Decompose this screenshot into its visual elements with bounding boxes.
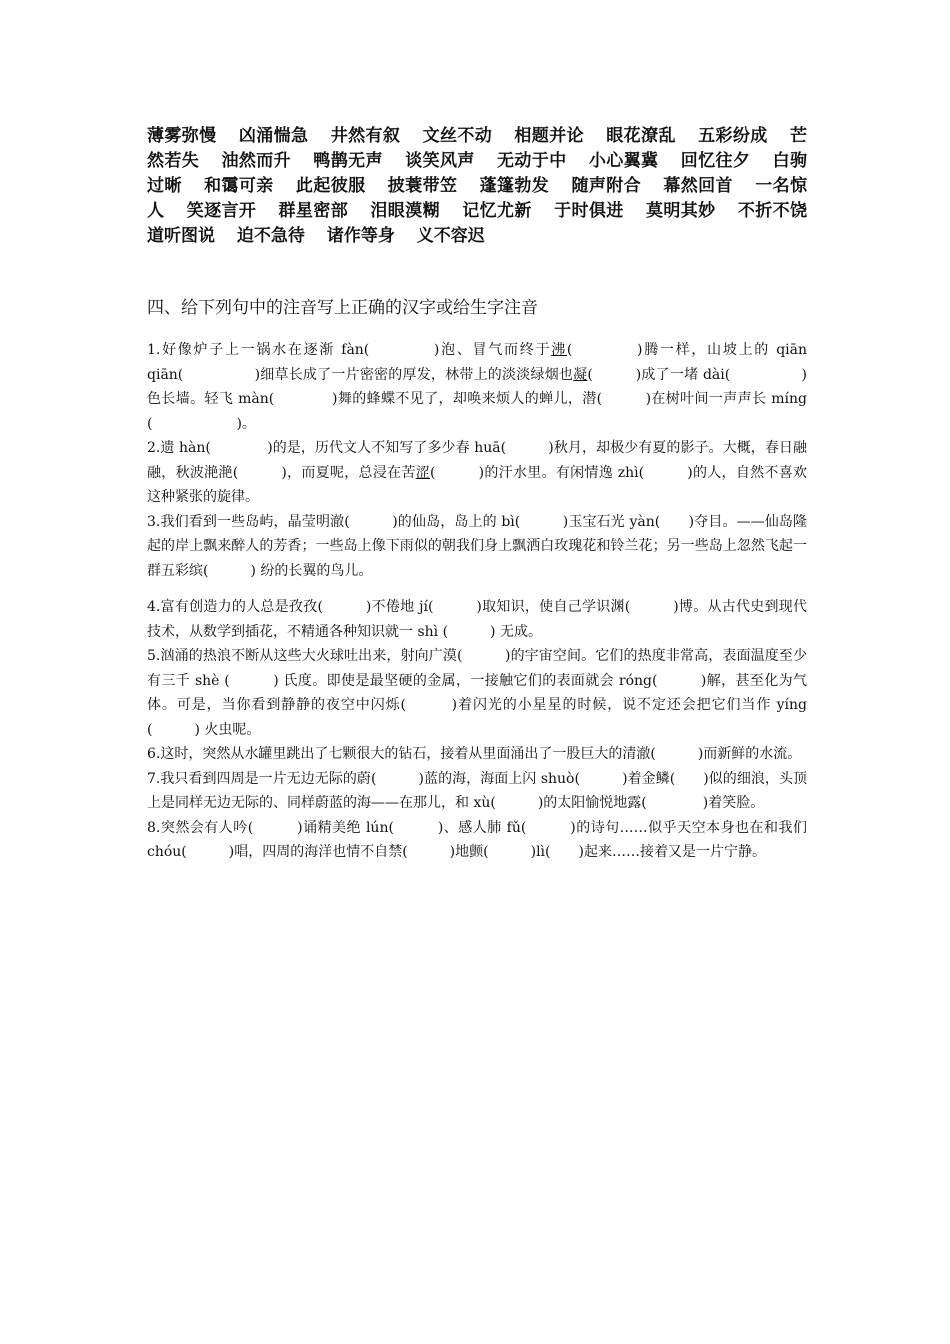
idiom-list: 薄雾弥慢 凶涌惴急 井然有叙 文丝不动 相题并论 眼花潦乱 五彩纷成 芒然若失 油然而升 鸭鹊无声 谈笑风声 无动于中 小心翼冀 回忆往夕 白驹过晰 和霭可亲 此起彼服 披蓑带笠 蓬篷勃发 随声附合 幕然回首 一名惊人 笑逐言开 群星密部 泪眼漠糊 记忆尤新 于时俱进 莫明其妙 不折不饶 道听图说 迫不急待 诸作等身 义不容迟 <box>147 126 807 246</box>
question-list <box>147 338 807 865</box>
question-8: 8.突然会有人吟( )诵精美绝 lún( )、感人肺 fǔ( )的诗句……似乎天空本身也在和我们 chóu( )唱，四周的海洋也情不自禁( )地颤( )lì( )起来……接着又是一片宁静。 <box>147 819 807 860</box>
question-2: 2.遗 hàn( )的是，历代文人不知写了多少春 huā( )秋月，却极少有夏的影子。大概，春日融融，秋波滟滟( )，而夏呢，总浸在苦涩( )的汗水里。有闲情逸 zhì( )的人，自然不喜欢这种紧张的旋律。 <box>147 440 807 505</box>
question-6: 6.这时，突然从水罐里跳出了七颗很大的钻石，接着从里面涌出了一股巨大的清澈( )而新鲜的水流。 <box>147 746 802 762</box>
question-1: 1.好像炉子上一锅水在逐渐 fàn( )泡、冒气而终于沸( )腾一样，山坡上的 qiān qiān( )细草长成了一片密密的厚发，林带上的淡淡绿烟也凝( )成了一堵 dài( )色长墙。轻飞 màn( )舞的蜂蝶不见了，却唤来烦人的蝉儿，潜( )在树叶间一声声长 míng ( )。 <box>147 342 808 432</box>
question-3: 3.我们看到一些岛屿，晶莹明澈( )的仙岛，岛上的 bì( )玉宝石光 yàn( )夺目。——仙岛隆起的岸上飘来醉人的芳香；一些岛上像下雨似的朝我们身上飘洒白玫瑰花和铃兰花；另一些岛上忽然飞起一群五彩缤( ) 纷的长翼的鸟儿。 <box>147 513 807 579</box>
underlined-char: 凝 <box>573 366 588 383</box>
section-title: 四、给下列句中的注音写上正确的汉字或给生字注音 <box>147 298 538 318</box>
underlined-char: 沸 <box>551 342 567 358</box>
question-5: 5.汹涌的热浪不断从这些大火球吐出来，射向广漠( )的宇宙空间。它们的热度非常高，表面温度至少有三千 shè ( ) 氏度。即使是最坚硬的金属，一接触它们的表面就会 róng( )解，甚至化为气体。可是，当你看到静静的夜空中闪烁( )着闪光的小星星的时候，说不定还会把它们当作 yíng ( ) 火虫呢。 <box>147 648 807 738</box>
question-4: 4.富有创造力的人总是孜孜( )不倦地 jí( )取知识，使自己学识渊( )博。从古代史到现代技术，从数学到插花，不精通各种知识就一 shì ( ) 无成。 <box>147 599 807 640</box>
underlined-char: 涩 <box>415 464 431 481</box>
question-7: 7.我只看到四周是一片无边无际的蔚( )蓝的海，海面上闪 shuò( )着金鳞( )似的细浪，头顶上是同样无边无际的、同样蔚蓝的海——在那儿，和 xù( )的太阳愉悦地露( )着笑脸。 <box>147 770 807 811</box>
